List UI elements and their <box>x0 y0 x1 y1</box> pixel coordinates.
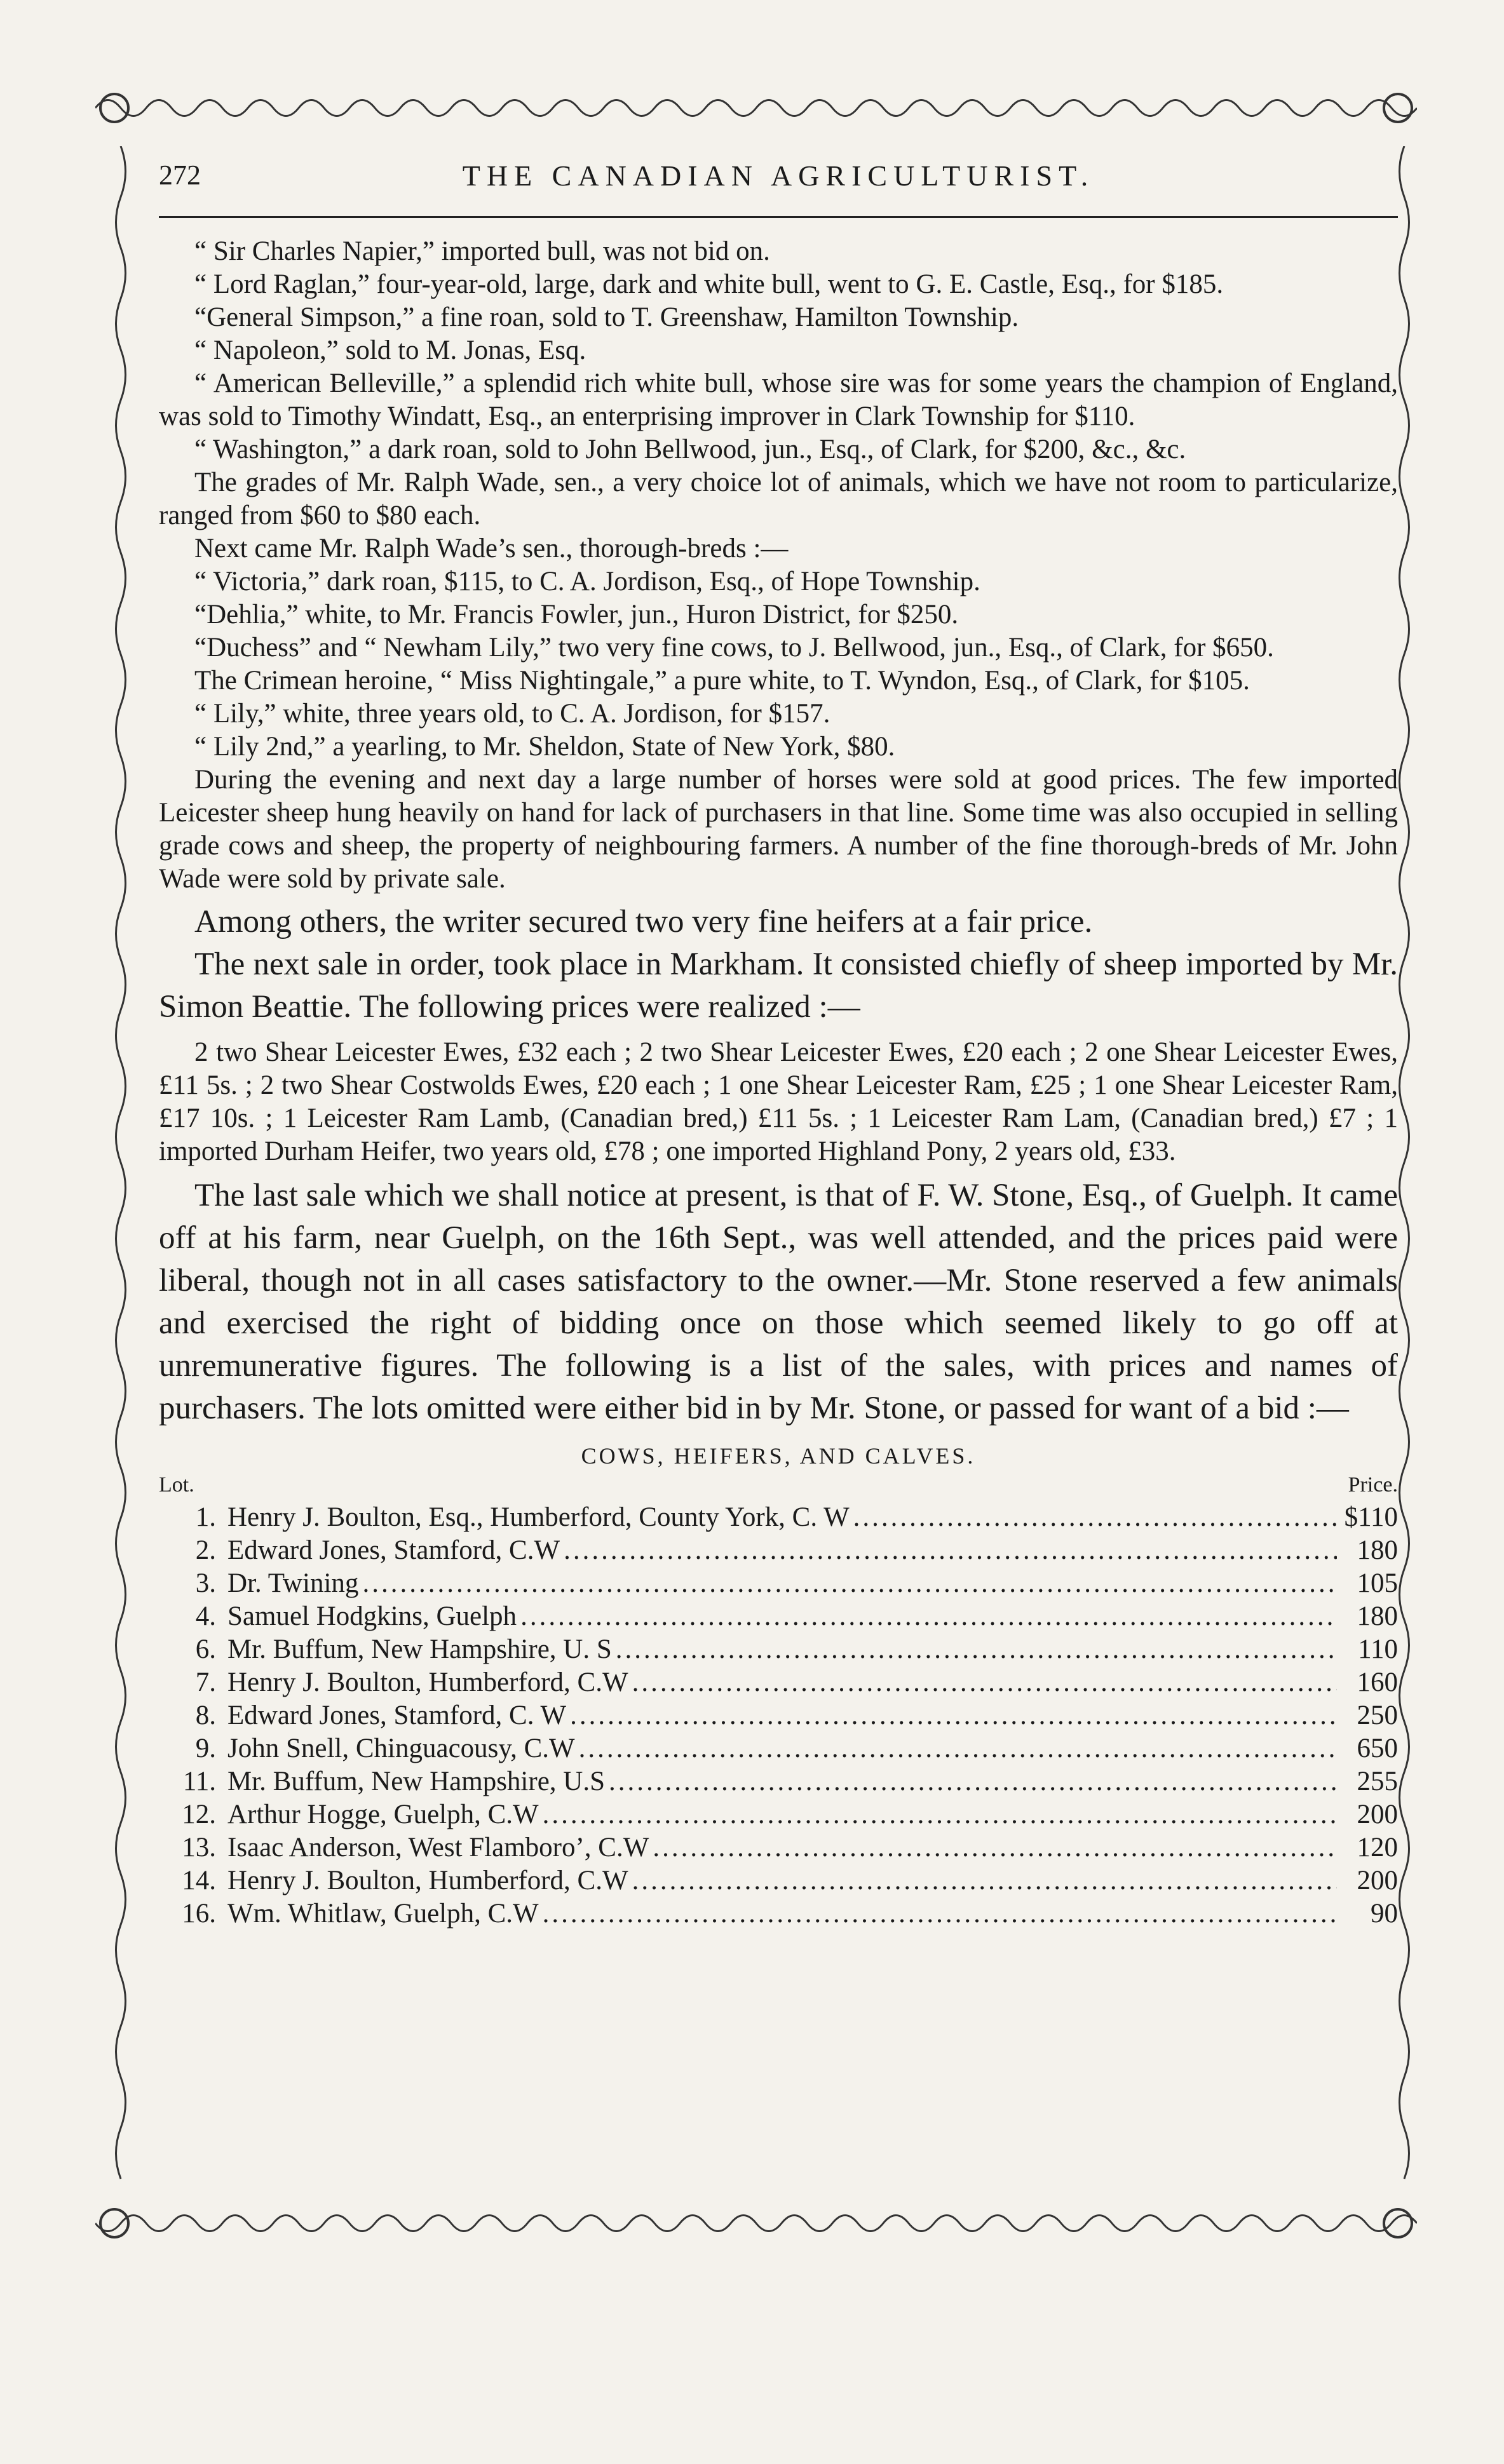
purchaser: Henry J. Boulton, Humberford, C.W <box>227 1866 628 1895</box>
header-rule <box>159 216 1398 218</box>
lot-number: 8. <box>195 1700 216 1730</box>
price: 90 <box>1371 1899 1398 1929</box>
price: 110 <box>1358 1634 1398 1664</box>
dot-leader <box>609 1765 1337 1798</box>
journal-title: THE CANADIAN AGRICULTURIST. <box>462 159 1095 192</box>
table-row <box>159 1897 1398 1930</box>
ornamental-border-top <box>95 89 1417 127</box>
dot-leader <box>853 1501 1337 1534</box>
purchaser: Arthur Hogge, Guelph, C.W <box>227 1800 539 1829</box>
paragraph: The next sale in order, took place in Markham. It consisted chiefly of sheep imported by Mr. Simon Beattie. The following prices were realized :— <box>159 946 1398 1025</box>
running-head <box>159 159 1398 203</box>
lot-number: 7. <box>195 1667 216 1697</box>
lot-number: 13. <box>182 1833 216 1862</box>
price: 120 <box>1357 1833 1398 1862</box>
paragraph: “ Napoleon,” sold to M. Jonas, Esq. <box>194 335 586 365</box>
ornamental-border-bottom <box>95 2204 1417 2242</box>
price: 180 <box>1357 1601 1398 1631</box>
price: 650 <box>1357 1734 1398 1763</box>
dot-leader <box>570 1699 1337 1732</box>
purchaser: Wm. Whitlaw, Guelph, C.W <box>227 1899 539 1929</box>
paragraph: The grades of Mr. Ralph Wade, sen., a very choice lot of animals, which we have not room to particularize, ranged from $60 to $80 each. <box>159 468 1398 530</box>
section-heading: COWS, HEIFERS, AND CALVES. <box>581 1443 976 1469</box>
table-row <box>159 1798 1398 1831</box>
main-text <box>159 901 1398 1028</box>
table-row <box>159 1633 1398 1666</box>
paragraph: The last sale which we shall notice at present, is that of F. W. Stone, Esq., of Guelph. It came off at his farm, near Guelph, on the 16th Sept., was well attended, and the prices paid were liberal, though not in all cases satisfactory to the owner.—Mr. Stone reserved a few animals and exercised the right of bidding once on those which seemed likely to go off at unremunerative figures. The following is a list of the sales, with prices and names of purchasers. The lots omitted were either bid in by Mr. Stone, or passed for want of a bid :— <box>159 1178 1398 1426</box>
table-row <box>159 1600 1398 1633</box>
dot-leader <box>653 1831 1337 1864</box>
lot-number: 16. <box>182 1899 216 1929</box>
stone-sale-intro <box>159 1175 1398 1430</box>
paragraph: 2 two Shear Leicester Ewes, £32 each ; 2 two Shear Leicester Ewes, £20 each ; 2 one Shear Leicester Ewes, £11 5s. ; 2 two Shear Costwolds Ewes, £20 each ; 1 one Shear Leicester Ram, £25 ; 1 one Shear Leicester Ram, £17 10s. ; 1 Leicester Ram Lamb, (Canadian bred,) £11 5s. ; 1 Leicester Ram Lam, (Canadian bred,) £7 ; 1 imported Durham Heifer, two years old, £78 ; one imported Highland Pony, 2 years old, £33. <box>159 1037 1398 1166</box>
dot-leader <box>543 1798 1337 1831</box>
paragraph: “ Victoria,” dark roan, $115, to C. A. Jordison, Esq., of Hope Township. <box>194 567 980 596</box>
lot-number: 3. <box>195 1568 216 1598</box>
purchaser: Edward Jones, Stamford, C. W <box>227 1700 567 1730</box>
paragraph: Next came Mr. Ralph Wade’s sen., thorough-breds :— <box>194 534 789 563</box>
purchaser: Isaac Anderson, West Flamboro’, C.W <box>227 1833 649 1862</box>
table-row <box>159 1831 1398 1864</box>
paragraph: “ Lily,” white, three years old, to C. A. Jordison, for $157. <box>194 699 830 729</box>
markham-sale-lots <box>159 1036 1398 1168</box>
lot-column-header: Lot. <box>159 1473 194 1497</box>
table-row <box>159 1534 1398 1567</box>
lot-number: 1. <box>195 1502 216 1532</box>
auction-notes <box>159 235 1398 896</box>
table-row <box>159 1501 1398 1534</box>
price: 180 <box>1357 1535 1398 1565</box>
lot-number: 6. <box>195 1634 216 1664</box>
table-row <box>159 1732 1398 1765</box>
dot-leader <box>579 1732 1337 1765</box>
lot-number: 11. <box>182 1767 216 1796</box>
lot-number: 9. <box>195 1734 216 1763</box>
paragraph: “ American Belleville,” a splendid rich white bull, whose sire was for some years the champion of England, was sold to Timothy Windatt, Esq., an enterprising improver in Clark Township for $110. <box>159 368 1398 431</box>
paragraph: “ Washington,” a dark roan, sold to John Bellwood, jun., Esq., of Clark, for $200, &c., &c. <box>194 434 1186 464</box>
table-row <box>159 1765 1398 1798</box>
dot-leader <box>520 1600 1337 1633</box>
price: 200 <box>1357 1866 1398 1895</box>
lot-number: 14. <box>182 1866 216 1895</box>
dot-leader <box>564 1534 1337 1567</box>
lot-number: 12. <box>182 1800 216 1829</box>
purchaser: John Snell, Chinguacousy, C.W <box>227 1734 575 1763</box>
purchaser: Mr. Buffum, New Hampshire, U.S <box>227 1767 606 1796</box>
sales-table <box>159 1501 1398 1930</box>
sales-table-header <box>159 1473 1398 1501</box>
dot-leader <box>543 1897 1337 1930</box>
paragraph: “Dehlia,” white, to Mr. Francis Fowler, jun., Huron District, for $250. <box>194 600 959 629</box>
price: 255 <box>1357 1767 1398 1796</box>
purchaser: Samuel Hodgkins, Guelph <box>227 1601 517 1631</box>
paragraph: “ Lord Raglan,” four-year-old, large, dark and white bull, went to G. E. Castle, Esq., for $185. <box>194 269 1224 299</box>
ornamental-border-left <box>108 146 133 2211</box>
paragraph: “ Lily 2nd,” a yearling, to Mr. Sheldon, State of New York, $80. <box>194 732 895 762</box>
paragraph: “ Sir Charles Napier,” imported bull, was not bid on. <box>194 236 770 266</box>
paragraph: “Duchess” and “ Newham Lily,” two very fine cows, to J. Bellwood, jun., Esq., of Clark, for $650. <box>194 633 1274 663</box>
price-column-header: Price. <box>1348 1473 1398 1497</box>
lot-number: 4. <box>195 1601 216 1631</box>
price: 200 <box>1357 1800 1398 1829</box>
paragraph: The Crimean heroine, “ Miss Nightingale,” a pure white, to T. Wyndon, Esq., of Clark, for $105. <box>194 666 1250 696</box>
article-body <box>159 235 1398 1930</box>
paragraph: During the evening and next day a large number of horses were sold at good prices. The few imported Leicester sheep hung heavily on hand for lack of purchasers in that line. Some time was also occupied in selling grade cows and sheep, the property of neighbouring farmers. A number of the fine thorough-breds of Mr. John Wade were sold by private sale. <box>159 765 1398 894</box>
page-number: 272 <box>159 159 201 191</box>
paragraph: “General Simpson,” a fine roan, sold to T. Greenshaw, Hamilton Township. <box>194 302 1019 332</box>
dot-leader <box>362 1567 1337 1600</box>
table-row <box>159 1864 1398 1897</box>
price: 250 <box>1357 1700 1398 1730</box>
dot-leader <box>632 1666 1337 1699</box>
price: 105 <box>1357 1568 1398 1598</box>
table-row <box>159 1567 1398 1600</box>
purchaser: Henry J. Boulton, Humberford, C.W <box>227 1667 628 1697</box>
dot-leader <box>616 1633 1337 1666</box>
lot-number: 2. <box>195 1535 216 1565</box>
purchaser: Henry J. Boulton, Esq., Humberford, County York, C. W <box>227 1502 850 1532</box>
table-row <box>159 1666 1398 1699</box>
purchaser: Dr. Twining <box>227 1568 359 1598</box>
dot-leader <box>632 1864 1337 1897</box>
price: $110 <box>1344 1502 1398 1532</box>
purchaser: Edward Jones, Stamford, C.W <box>227 1535 560 1565</box>
price: 160 <box>1357 1667 1398 1697</box>
table-row <box>159 1699 1398 1732</box>
purchaser: Mr. Buffum, New Hampshire, U. S <box>227 1634 612 1664</box>
paragraph: Among others, the writer secured two very fine heifers at a fair price. <box>194 904 1093 939</box>
